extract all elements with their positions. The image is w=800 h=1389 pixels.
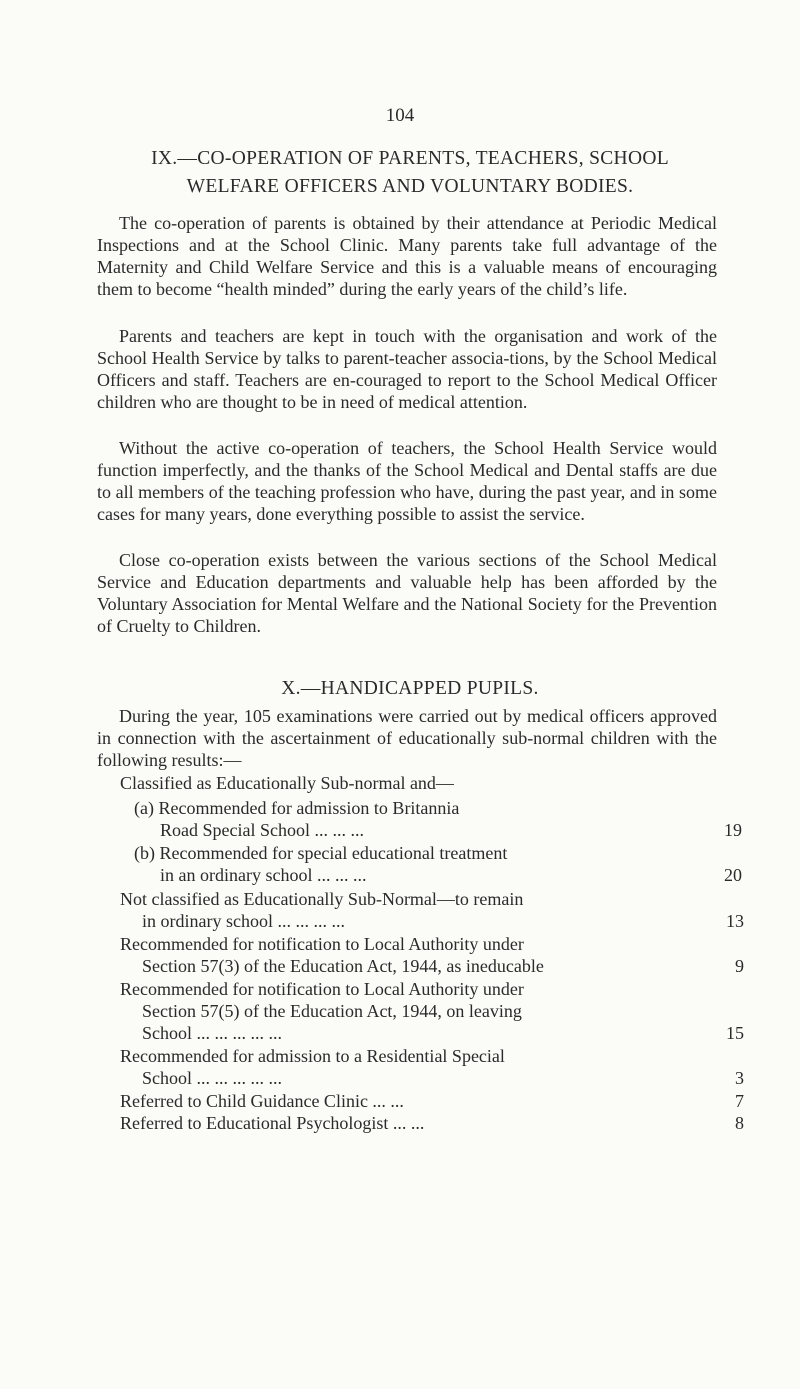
result-row-residential bbox=[120, 1045, 744, 1089]
result-label-line2: in an ordinary school ... ... ... bbox=[160, 865, 367, 885]
section-ix-heading-line1: IX.—CO-OPERATION OF PARENTS, TEACHERS, SCHOOL bbox=[151, 148, 669, 169]
result-value: 20 bbox=[724, 865, 742, 885]
result-label-line2: in ordinary school ... ... ... ... bbox=[142, 911, 345, 931]
result-label-line1: Recommended for admission to a Residential Special bbox=[120, 1046, 505, 1066]
section-x-heading: X.—HANDICAPPED PUPILS. bbox=[281, 678, 539, 699]
classified-intro: Classified as Educationally Sub-normal and— bbox=[120, 773, 454, 793]
result-label-line1: (b) Recommended for special educational treatment bbox=[134, 843, 508, 863]
result-row-not-classified bbox=[120, 888, 744, 932]
section-ix-paragraph-2: Parents and teachers are kept in touch with the organisation and work of the School Health Service by talks to parent-teacher associa-tions, by the School Medical Officers and staff. Teachers are en-couraged to report to the School Medical Officer children who are thought to be in need of medical attention. bbox=[97, 326, 717, 412]
result-row-child-guidance bbox=[120, 1090, 744, 1112]
result-row-section-57-5 bbox=[120, 978, 744, 1044]
section-ix-paragraph-3: Without the active co-operation of teachers, the School Health Service would function imperfectly, and the thanks of the School Medical and Dental staffs are due to all members of the teaching profession who have, during the past year, and in some cases for many years, done everything possible to assist the service. bbox=[97, 438, 717, 524]
section-x-paragraph: During the year, 105 examinations were carried out by medical officers approved in connection with the ascertainment of educationally sub-normal children with the following results:— bbox=[97, 706, 717, 770]
result-label-line1: Recommended for notification to Local Authority under bbox=[120, 934, 524, 954]
result-label-line3: School ... ... ... ... ... bbox=[142, 1023, 283, 1043]
result-label-line2: Section 57(5) of the Education Act, 1944, on leaving bbox=[142, 1001, 522, 1021]
result-row-a bbox=[120, 797, 742, 841]
section-ix-paragraph-4: Close co-operation exists between the various sections of the School Medical Service and Education departments and valuable help has been afforded by the Voluntary Association for Mental Welfare and the National Society for the Prevention of Cruelty to Children. bbox=[97, 550, 717, 636]
result-row-psychologist bbox=[120, 1112, 744, 1134]
page-number: 104 bbox=[385, 105, 415, 126]
result-value: 7 bbox=[735, 1091, 744, 1111]
result-value: 8 bbox=[735, 1113, 744, 1133]
result-value: 3 bbox=[735, 1068, 744, 1088]
section-ix-paragraph-1: The co-operation of parents is obtained by their attendance at Periodic Medical Inspections and at the School Clinic. Many parents take full advantage of the Maternity and Child Welfare Service and this is a valuable means of encouraging them to become “health minded” during the early years of the child’s life. bbox=[97, 213, 717, 299]
result-row-b bbox=[120, 842, 742, 886]
result-row-section-57-3 bbox=[120, 933, 744, 977]
result-label-line2: School ... ... ... ... ... bbox=[142, 1068, 283, 1088]
result-label-line1: Recommended for notification to Local Authority under bbox=[120, 979, 524, 999]
result-value: 15 bbox=[726, 1023, 744, 1043]
section-ix-heading-line2: WELFARE OFFICERS AND VOLUNTARY BODIES. bbox=[186, 176, 634, 197]
result-value: 9 bbox=[735, 956, 744, 976]
result-label-line1: Not classified as Educationally Sub-Normal—to remain bbox=[120, 889, 524, 909]
result-label-line1: Referred to Educational Psychologist ... ... bbox=[120, 1113, 425, 1133]
result-label-line2: Section 57(3) of the Education Act, 1944, as ineducable bbox=[142, 956, 544, 976]
result-label-line1: (a) Recommended for admission to Britannia bbox=[134, 798, 460, 818]
result-label-line1: Referred to Child Guidance Clinic ... ... bbox=[120, 1091, 404, 1111]
result-value: 13 bbox=[726, 911, 744, 931]
result-value: 19 bbox=[724, 820, 742, 840]
result-label-line2: Road Special School ... ... ... bbox=[160, 820, 364, 840]
section-ix-heading bbox=[100, 145, 720, 201]
